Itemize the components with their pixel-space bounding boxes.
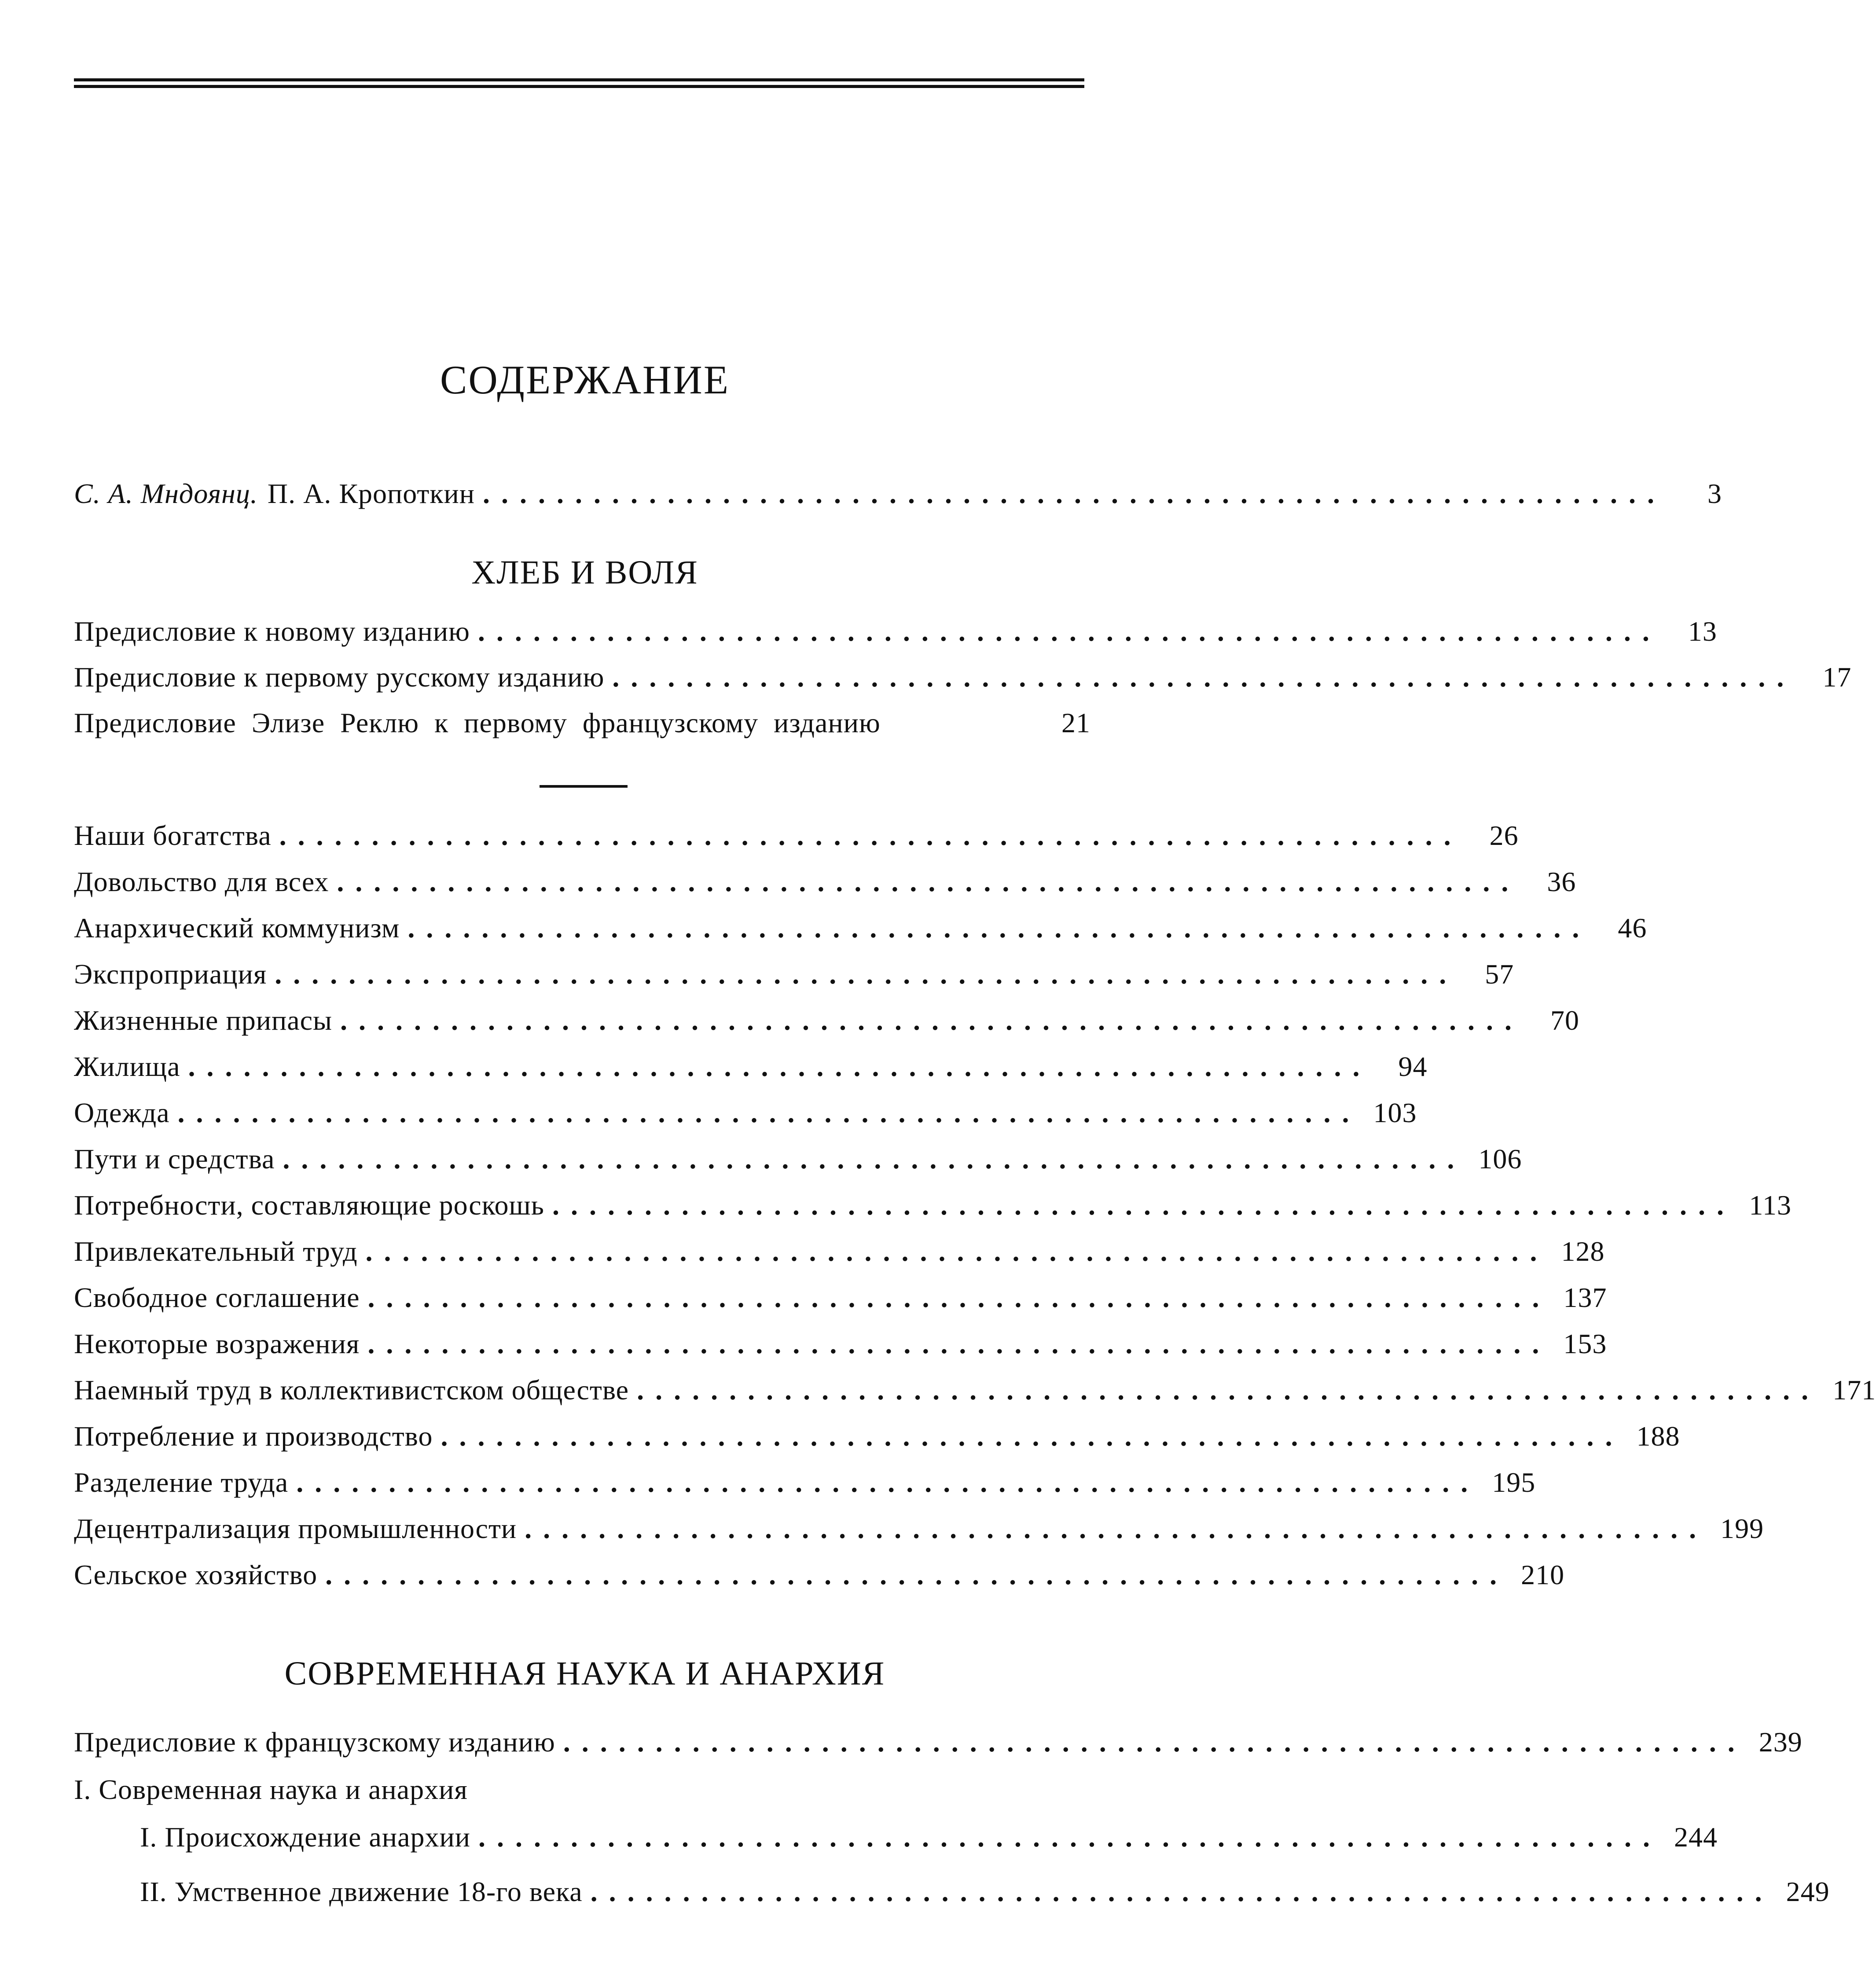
entry-title: Анархический коммунизм (74, 912, 400, 943)
toc-entry[interactable] (74, 1420, 1680, 1460)
toc-part-heading[interactable] (74, 1773, 1090, 1813)
dot-leader: ................................................................ (367, 1282, 1551, 1313)
entry-page: 103 (1373, 1097, 1417, 1128)
entry-title: Предисловие Элизе Реклю к первому французскому изданию (74, 707, 881, 738)
toc-entry[interactable] (74, 1004, 1579, 1044)
toc-entry[interactable] (74, 1050, 1428, 1090)
dot-leader: ................................................................ (275, 958, 1458, 990)
entry-title: Наемный труд в коллективистском обществе (74, 1374, 629, 1406)
dot-leader: ................................................................ (441, 1420, 1624, 1452)
dot-leader: ................................................................ (279, 820, 1462, 851)
entry-page: 106 (1478, 1143, 1522, 1175)
entry-title: Сельское хозяйство (74, 1559, 318, 1590)
toc-entry[interactable] (74, 1328, 1607, 1367)
entry-title: Предисловие к новому изданию (74, 616, 470, 647)
toc-entry[interactable] (74, 1189, 1792, 1229)
section-heading-bread-and-freedom: ХЛЕБ И ВОЛЯ (471, 554, 698, 591)
entry-page: 199 (1720, 1513, 1764, 1544)
entry-page: 70 (1550, 1005, 1579, 1036)
toc-entry[interactable] (74, 958, 1514, 998)
entry-title: Разделение труда (74, 1467, 289, 1498)
entry-title: Экспроприация (74, 958, 267, 990)
entry-title: II. Умственное движение 18-го века (140, 1876, 583, 1907)
entry-title: Предисловие к французскому изданию (74, 1726, 555, 1758)
toc-entry[interactable] (140, 1876, 1830, 1915)
toc-entry[interactable] (74, 819, 1519, 859)
entry-page: 188 (1636, 1420, 1680, 1452)
page-title: СОДЕРЖАНИЕ (440, 357, 730, 402)
dot-leader: ................................................................ (478, 1821, 1661, 1853)
entry-title: Пути и средства (74, 1143, 275, 1175)
dot-leader: ................................................................ (283, 1143, 1466, 1175)
dot-leader: ................................................................ (325, 1559, 1509, 1590)
entry-page: 128 (1561, 1236, 1605, 1267)
entry-page: 3 (1707, 478, 1722, 509)
entry-title: Привлекательный труд (74, 1236, 358, 1267)
entry-title: П. А. Кропоткин (267, 478, 475, 509)
entry-page: 36 (1547, 866, 1576, 897)
entry-page: 171 (1832, 1374, 1876, 1406)
toc-entry[interactable] (74, 707, 1090, 746)
entry-title: Свободное соглашение (74, 1282, 360, 1313)
dot-leader: ................................................................ (612, 661, 1795, 693)
entry-title: Довольство для всех (74, 866, 329, 897)
entry-title: Наши богатства (74, 820, 272, 851)
dot-leader: ................................................................ (367, 1328, 1551, 1359)
entry-title: Децентрализация промышленности (74, 1513, 517, 1544)
entry-page: 94 (1398, 1051, 1428, 1082)
entry-page: 137 (1563, 1282, 1607, 1313)
toc-entry[interactable] (74, 1512, 1764, 1552)
dot-leader: ................................................................ (563, 1726, 1746, 1758)
dot-leader: ................................................................ (477, 616, 1661, 647)
entry-title: Потребление и производство (74, 1420, 433, 1452)
entry-title: I. Современная наука и анархия (74, 1774, 468, 1805)
entry-title: Некоторые возражения (74, 1328, 360, 1359)
entry-page: 26 (1489, 820, 1519, 851)
dot-leader: ................................................................ (637, 1374, 1820, 1406)
top-double-rule (74, 78, 1084, 88)
toc-entry[interactable] (74, 1466, 1536, 1506)
entry-page: 57 (1485, 958, 1514, 990)
dot-leader: ................................................................ (525, 1513, 1708, 1544)
entry-title: Предисловие к первому русскому изданию (74, 661, 605, 693)
entry-page: 13 (1688, 616, 1717, 647)
toc-entry[interactable] (74, 661, 1852, 701)
section-divider (540, 785, 628, 788)
entry-title: Жизненные припасы (74, 1005, 332, 1036)
toc-entry[interactable] (74, 615, 1717, 655)
entry-author: С. А. Мндоянц. (74, 478, 258, 509)
entry-page: 195 (1492, 1467, 1536, 1498)
toc-entry[interactable] (74, 1143, 1522, 1182)
dot-leader: ................................................................ (337, 866, 1520, 897)
dot-leader: ................................................................ (590, 1876, 1773, 1907)
dot-leader: ................................................................ (482, 478, 1666, 509)
dot-leader: ................................................................ (365, 1236, 1549, 1267)
entry-title: Одежда (74, 1097, 170, 1128)
section-heading-modern-science-and-anarchy: СОВРЕМЕННАЯ НАУКА И АНАРХИЯ (284, 1655, 885, 1692)
toc-entry[interactable] (74, 1235, 1605, 1275)
dot-leader: ................................................................ (188, 1051, 1371, 1082)
toc-entry[interactable] (74, 1559, 1565, 1598)
toc-entry[interactable] (74, 1281, 1607, 1321)
entry-title: Потребности, составляющие роскошь (74, 1189, 544, 1221)
entry-page: 210 (1521, 1559, 1565, 1590)
toc-entry[interactable] (140, 1821, 1718, 1861)
entry-page: 249 (1786, 1876, 1830, 1907)
entry-page: 153 (1563, 1328, 1607, 1359)
entry-page: 113 (1749, 1189, 1792, 1221)
entry-page: 21 (1061, 707, 1090, 738)
dot-leader: ................................................................ (408, 912, 1591, 943)
entry-page: 239 (1759, 1726, 1803, 1758)
dot-leader: ................................................................ (552, 1189, 1735, 1221)
toc-entry-intro[interactable] (74, 477, 1722, 517)
entry-page: 244 (1674, 1821, 1718, 1853)
entry-page: 17 (1822, 661, 1852, 693)
toc-entry[interactable] (74, 912, 1647, 951)
dot-leader: ................................................................ (296, 1467, 1480, 1498)
toc-entry[interactable] (74, 1097, 1417, 1136)
toc-entry[interactable] (74, 1726, 1803, 1765)
dot-leader: ................................................................ (340, 1005, 1523, 1036)
entry-page: 46 (1618, 912, 1647, 943)
dot-leader: ................................................................ (177, 1097, 1361, 1128)
entry-title: Жилища (74, 1051, 180, 1082)
entry-title: I. Происхождение анархии (140, 1821, 470, 1853)
toc-entry[interactable] (74, 866, 1576, 905)
toc-entry[interactable] (74, 1374, 1876, 1413)
